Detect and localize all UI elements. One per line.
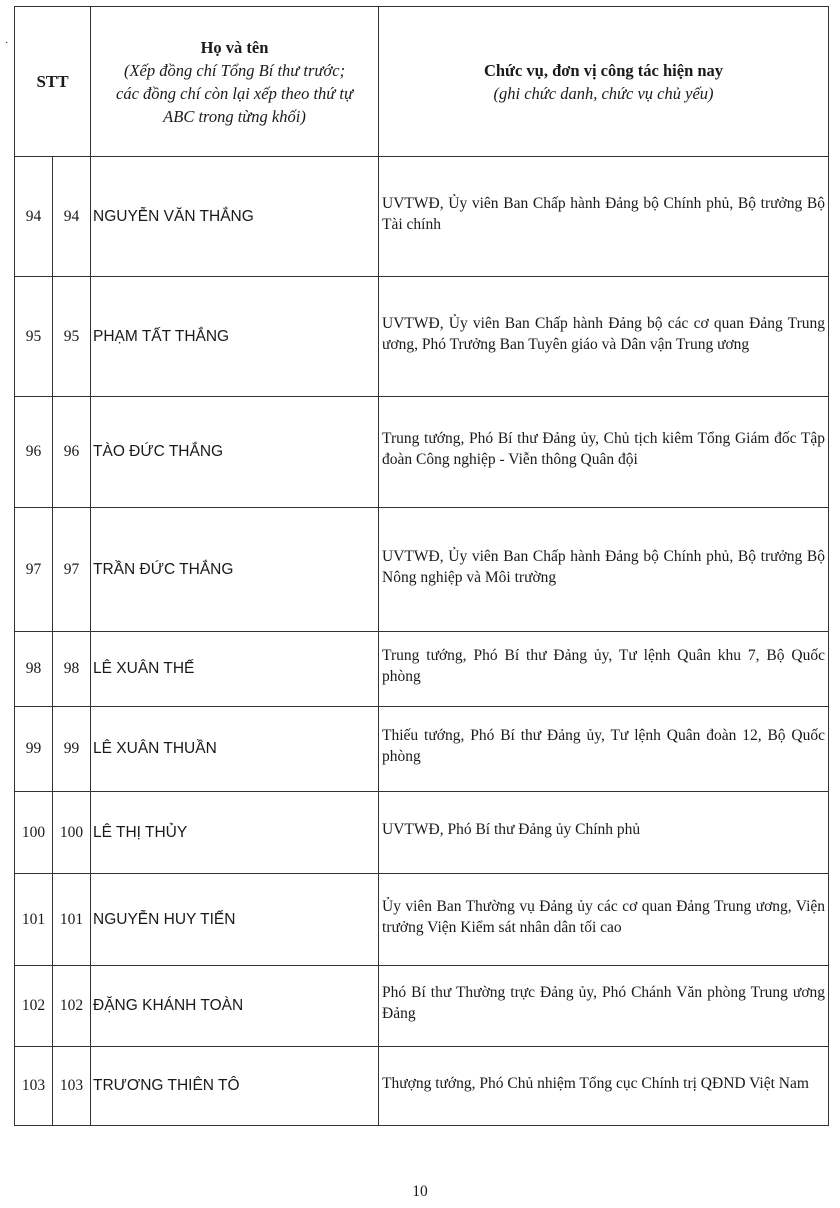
member-position-text: UVTWĐ, Ủy viên Ban Chấp hành Đảng bộ Chính phủ, Bộ trưởng Bộ Nông nghiệp và Môi trường <box>382 547 826 586</box>
row-group-index: 99 <box>53 707 91 792</box>
members-table <box>14 6 829 1126</box>
member-position-text: UVTWĐ, Ủy viên Ban Chấp hành Đảng bộ các cơ quan Đảng Trung ương, Phó Trưởng Ban Tuyên giáo và Dân vận Trung ương <box>382 314 826 353</box>
member-position <box>379 397 829 508</box>
header-name <box>91 7 379 157</box>
table-row <box>15 1047 829 1126</box>
table-row <box>15 707 829 792</box>
member-position <box>379 707 829 792</box>
member-position-text: Trung tướng, Phó Bí thư Đảng ủy, Chủ tịch kiêm Tổng Giám đốc Tập đoàn Công nghiệp - Viễn thông Quân đội <box>382 430 826 468</box>
row-index: 100 <box>15 792 53 874</box>
header-name-note-1: (Xếp đồng chí Tổng Bí thư trước; <box>123 60 346 80</box>
row-group-index: 100 <box>53 792 91 874</box>
row-index: 102 <box>15 966 53 1047</box>
member-position-text: Ủy viên Ban Thường vụ Đảng ủy các cơ quan Đảng Trung ương, Viện trưởng Viện Kiểm sát nhân dân tối cao <box>382 897 826 936</box>
table-row <box>15 508 829 632</box>
member-position <box>379 966 829 1047</box>
row-index: 94 <box>15 157 53 277</box>
member-name: LÊ THỊ THỦY <box>91 792 379 874</box>
member-name: ĐẶNG KHÁNH TOÀN <box>91 966 379 1047</box>
row-index: 98 <box>15 632 53 707</box>
table-row <box>15 397 829 508</box>
member-name: LÊ XUÂN THUẦN <box>91 707 379 792</box>
table-row <box>15 277 829 397</box>
header-position-note: (ghi chức danh, chức vụ chủ yếu) <box>493 83 714 103</box>
header-position <box>379 7 829 157</box>
member-position <box>379 1047 829 1126</box>
member-position <box>379 157 829 277</box>
row-group-index: 96 <box>53 397 91 508</box>
table-row <box>15 874 829 966</box>
row-group-index: 101 <box>53 874 91 966</box>
member-name: TRẦN ĐỨC THẮNG <box>91 508 379 632</box>
header-position-title: Chức vụ, đơn vị công tác hiện nay <box>483 60 724 80</box>
row-index: 97 <box>15 508 53 632</box>
row-group-index: 95 <box>53 277 91 397</box>
row-index: 96 <box>15 397 53 508</box>
table-row <box>15 632 829 707</box>
member-position-text: UVTWĐ, Ủy viên Ban Chấp hành Đảng bộ Chính phủ, Bộ trưởng Bộ Tài chính <box>382 194 826 233</box>
member-position <box>379 277 829 397</box>
table-header-row <box>15 7 829 157</box>
member-position <box>379 632 829 707</box>
scan-mark: · <box>5 38 9 49</box>
member-position <box>379 792 829 874</box>
table-row <box>15 157 829 277</box>
member-position <box>379 508 829 632</box>
member-position-text: UVTWĐ, Phó Bí thư Đảng ủy Chính phủ <box>382 821 641 838</box>
row-index: 103 <box>15 1047 53 1126</box>
header-name-note-3: ABC trong từng khối) <box>163 106 306 126</box>
table-row <box>15 966 829 1047</box>
member-name: LÊ XUÂN THẾ <box>91 632 379 707</box>
table-row <box>15 792 829 874</box>
row-group-index: 103 <box>53 1047 91 1126</box>
header-name-note-2: các đồng chí còn lại xếp theo thứ tự <box>116 83 354 103</box>
member-position <box>379 874 829 966</box>
row-group-index: 97 <box>53 508 91 632</box>
row-index: 101 <box>15 874 53 966</box>
row-group-index: 98 <box>53 632 91 707</box>
header-stt: STT <box>15 7 91 157</box>
member-position-text: Trung tướng, Phó Bí thư Đảng ủy, Tư lệnh Quân khu 7, Bộ Quốc phòng <box>382 647 826 685</box>
member-name: TRƯƠNG THIÊN TÔ <box>91 1047 379 1126</box>
member-position-text: Phó Bí thư Thường trực Đảng ủy, Phó Chánh Văn phòng Trung ương Đảng <box>382 984 826 1022</box>
member-position-text: Thiếu tướng, Phó Bí thư Đảng ủy, Tư lệnh Quân đoàn 12, Bộ Quốc phòng <box>382 727 826 765</box>
page-number: 10 <box>412 1183 428 1200</box>
member-name: TÀO ĐỨC THẮNG <box>91 397 379 508</box>
row-index: 95 <box>15 277 53 397</box>
row-group-index: 102 <box>53 966 91 1047</box>
member-name: PHẠM TẤT THẮNG <box>91 277 379 397</box>
row-group-index: 94 <box>53 157 91 277</box>
member-position-text: Thượng tướng, Phó Chủ nhiệm Tổng cục Chính trị QĐND Việt Nam <box>382 1074 809 1092</box>
member-name: NGUYỄN VĂN THẮNG <box>91 157 379 277</box>
row-index: 99 <box>15 707 53 792</box>
member-name: NGUYỄN HUY TIẾN <box>91 874 379 966</box>
header-name-title: Họ và tên <box>200 37 269 57</box>
